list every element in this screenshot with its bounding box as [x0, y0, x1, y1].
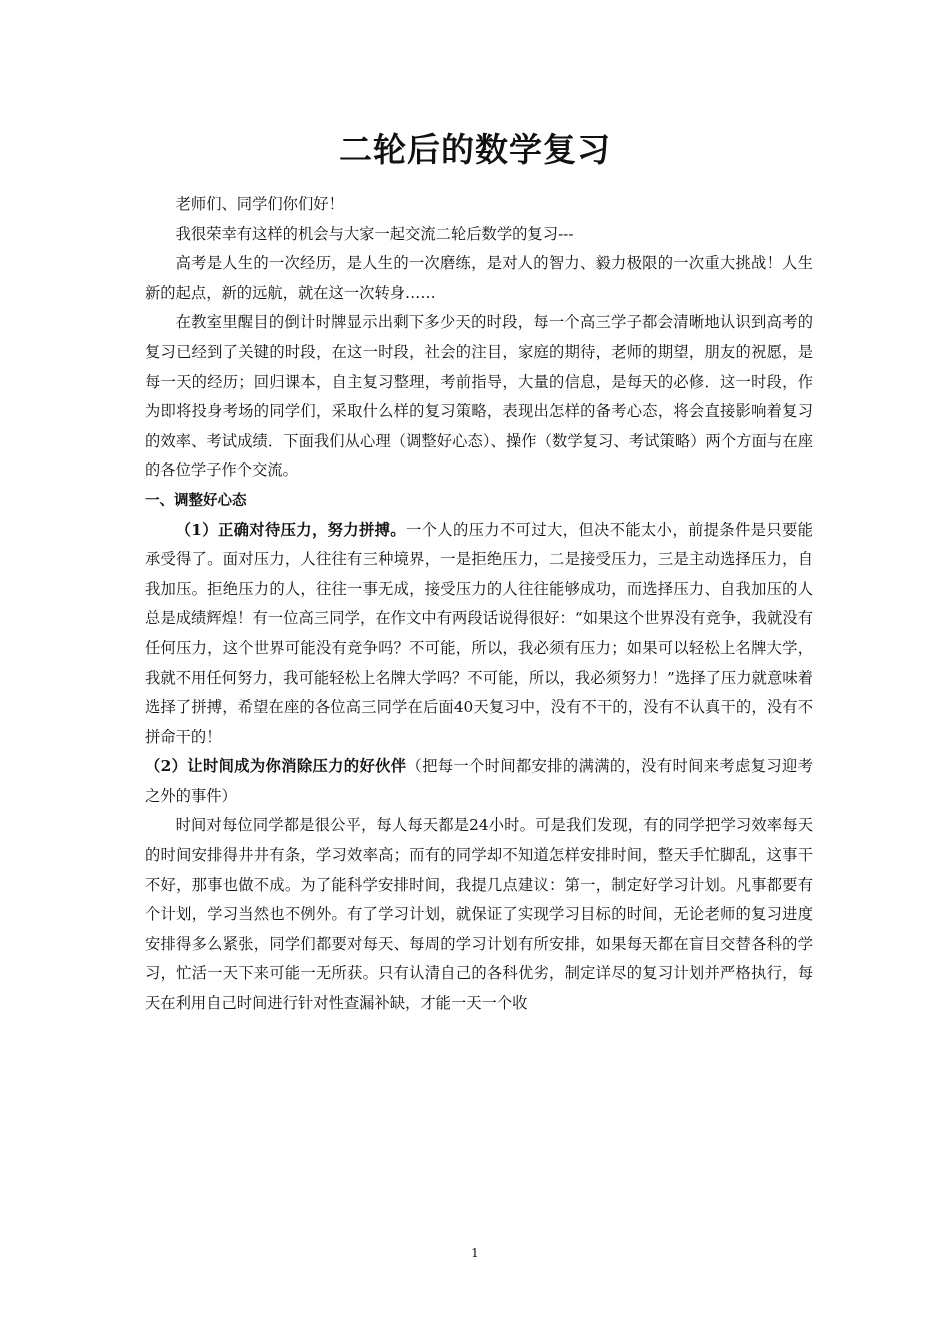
subheading-pressure: （1）正确对待压力，努力拼搏。 — [175, 520, 406, 539]
paragraph-time-management: 时间对每位同学都是很公平，每人每天都是24小时。可是我们发现，有的同学把学习效率每天的时间安排得井井有条，学习效率高；而有的同学却不知道怎样安排时间，整天手忙脚乱，这事干不好，那事也做不成。为了能科学安排时间，我提几点建议：第一，制定好学习计划。凡事都要有个计划，学习当然也不例外。有了学习计划，就保证了实现学习目标的时间，无论老师的复习进度安排得多么紧张，同学们都要对每天、每周的学习计划有所安排，如果每天都在盲目交替各科的学习，忙活一天下来可能一无所获。只有认清自己的各科优劣，制定详尽的复习计划并严格执行，每天在利用自己时间进行针对性查漏补缺，才能一天一个收 — [145, 816, 813, 1013]
paragraph-countdown: 在教室里醒目的倒计时牌显示出剩下多少天的时段，每一个高三学子都会清晰地认识到高考的复习已经到了关键的时段，在这一时段，社会的注目，家庭的期待，老师的期望，朋友的祝愿，是每一天的经历；回归课本，自主复习整理，考前指导，大量的信息，是每天的必修．这一时段，作为即将投身考场的同学们，采取什么样的复习策略，表现出怎样的备考心态，将会直接影响着复习的效率、考试成绩．下面我们从心理（调整好心态）、操作（数学复习、考试策略）两个方面与在座的各位学子作个交流。 — [145, 313, 813, 480]
paragraph-intro: 我很荣幸有这样的机会与大家一起交流二轮后数学的复习--- — [175, 224, 574, 243]
paragraph-gaokao: 高考是人生的一次经历，是人生的一次磨练，是对人的智力、毅力极限的一次重大挑战！人生新的起点，新的远航，就在这一次转身…… — [145, 254, 813, 302]
document-body — [145, 190, 813, 1019]
section-heading-mindset: 一、调整好心态 — [145, 491, 247, 509]
page-number: 1 — [471, 1246, 479, 1260]
paragraph-greeting: 老师们、同学们你们好！ — [175, 195, 344, 213]
paragraph-time-partner — [145, 752, 813, 811]
paragraph-pressure-text: 一个人的压力不可过大，但决不能太小，前提条件是只要能承受得了。面对压力，人往往有三种境界，一是拒绝压力，二是接受压力，三是主动选择压力，自我加压。拒绝压力的人，往往一事无成，接受压力的人往往能够成功，而选择压力、自我加压的人总是成绩辉煌！有一位高三同学，在作文中有两段话说得很好：“如果这个世界没有竞争，我就没有任何压力，这个世界可能没有竞争吗？不可能，所以，我必须有压力；如果可以轻松上名牌大学，我就不用任何努力，我可能轻松上名牌大学吗？不可能，所以，我必须努力！”选择了压力就意味着选择了拼搏，希望在座的各位高三同学在后面40天复习中，没有不干的，没有不认真干的，没有不拼命干的！ — [145, 520, 813, 746]
paragraph-pressure — [145, 516, 813, 753]
subheading-time: （2）让时间成为你消除压力的好伙伴 — [145, 757, 407, 776]
paragraph-time-note: （把每一个时间都安排的满满的，没有时间来考虑复习迎考之外的事件） — [145, 757, 813, 805]
page-title: 二轮后的数学复习 — [339, 130, 611, 169]
